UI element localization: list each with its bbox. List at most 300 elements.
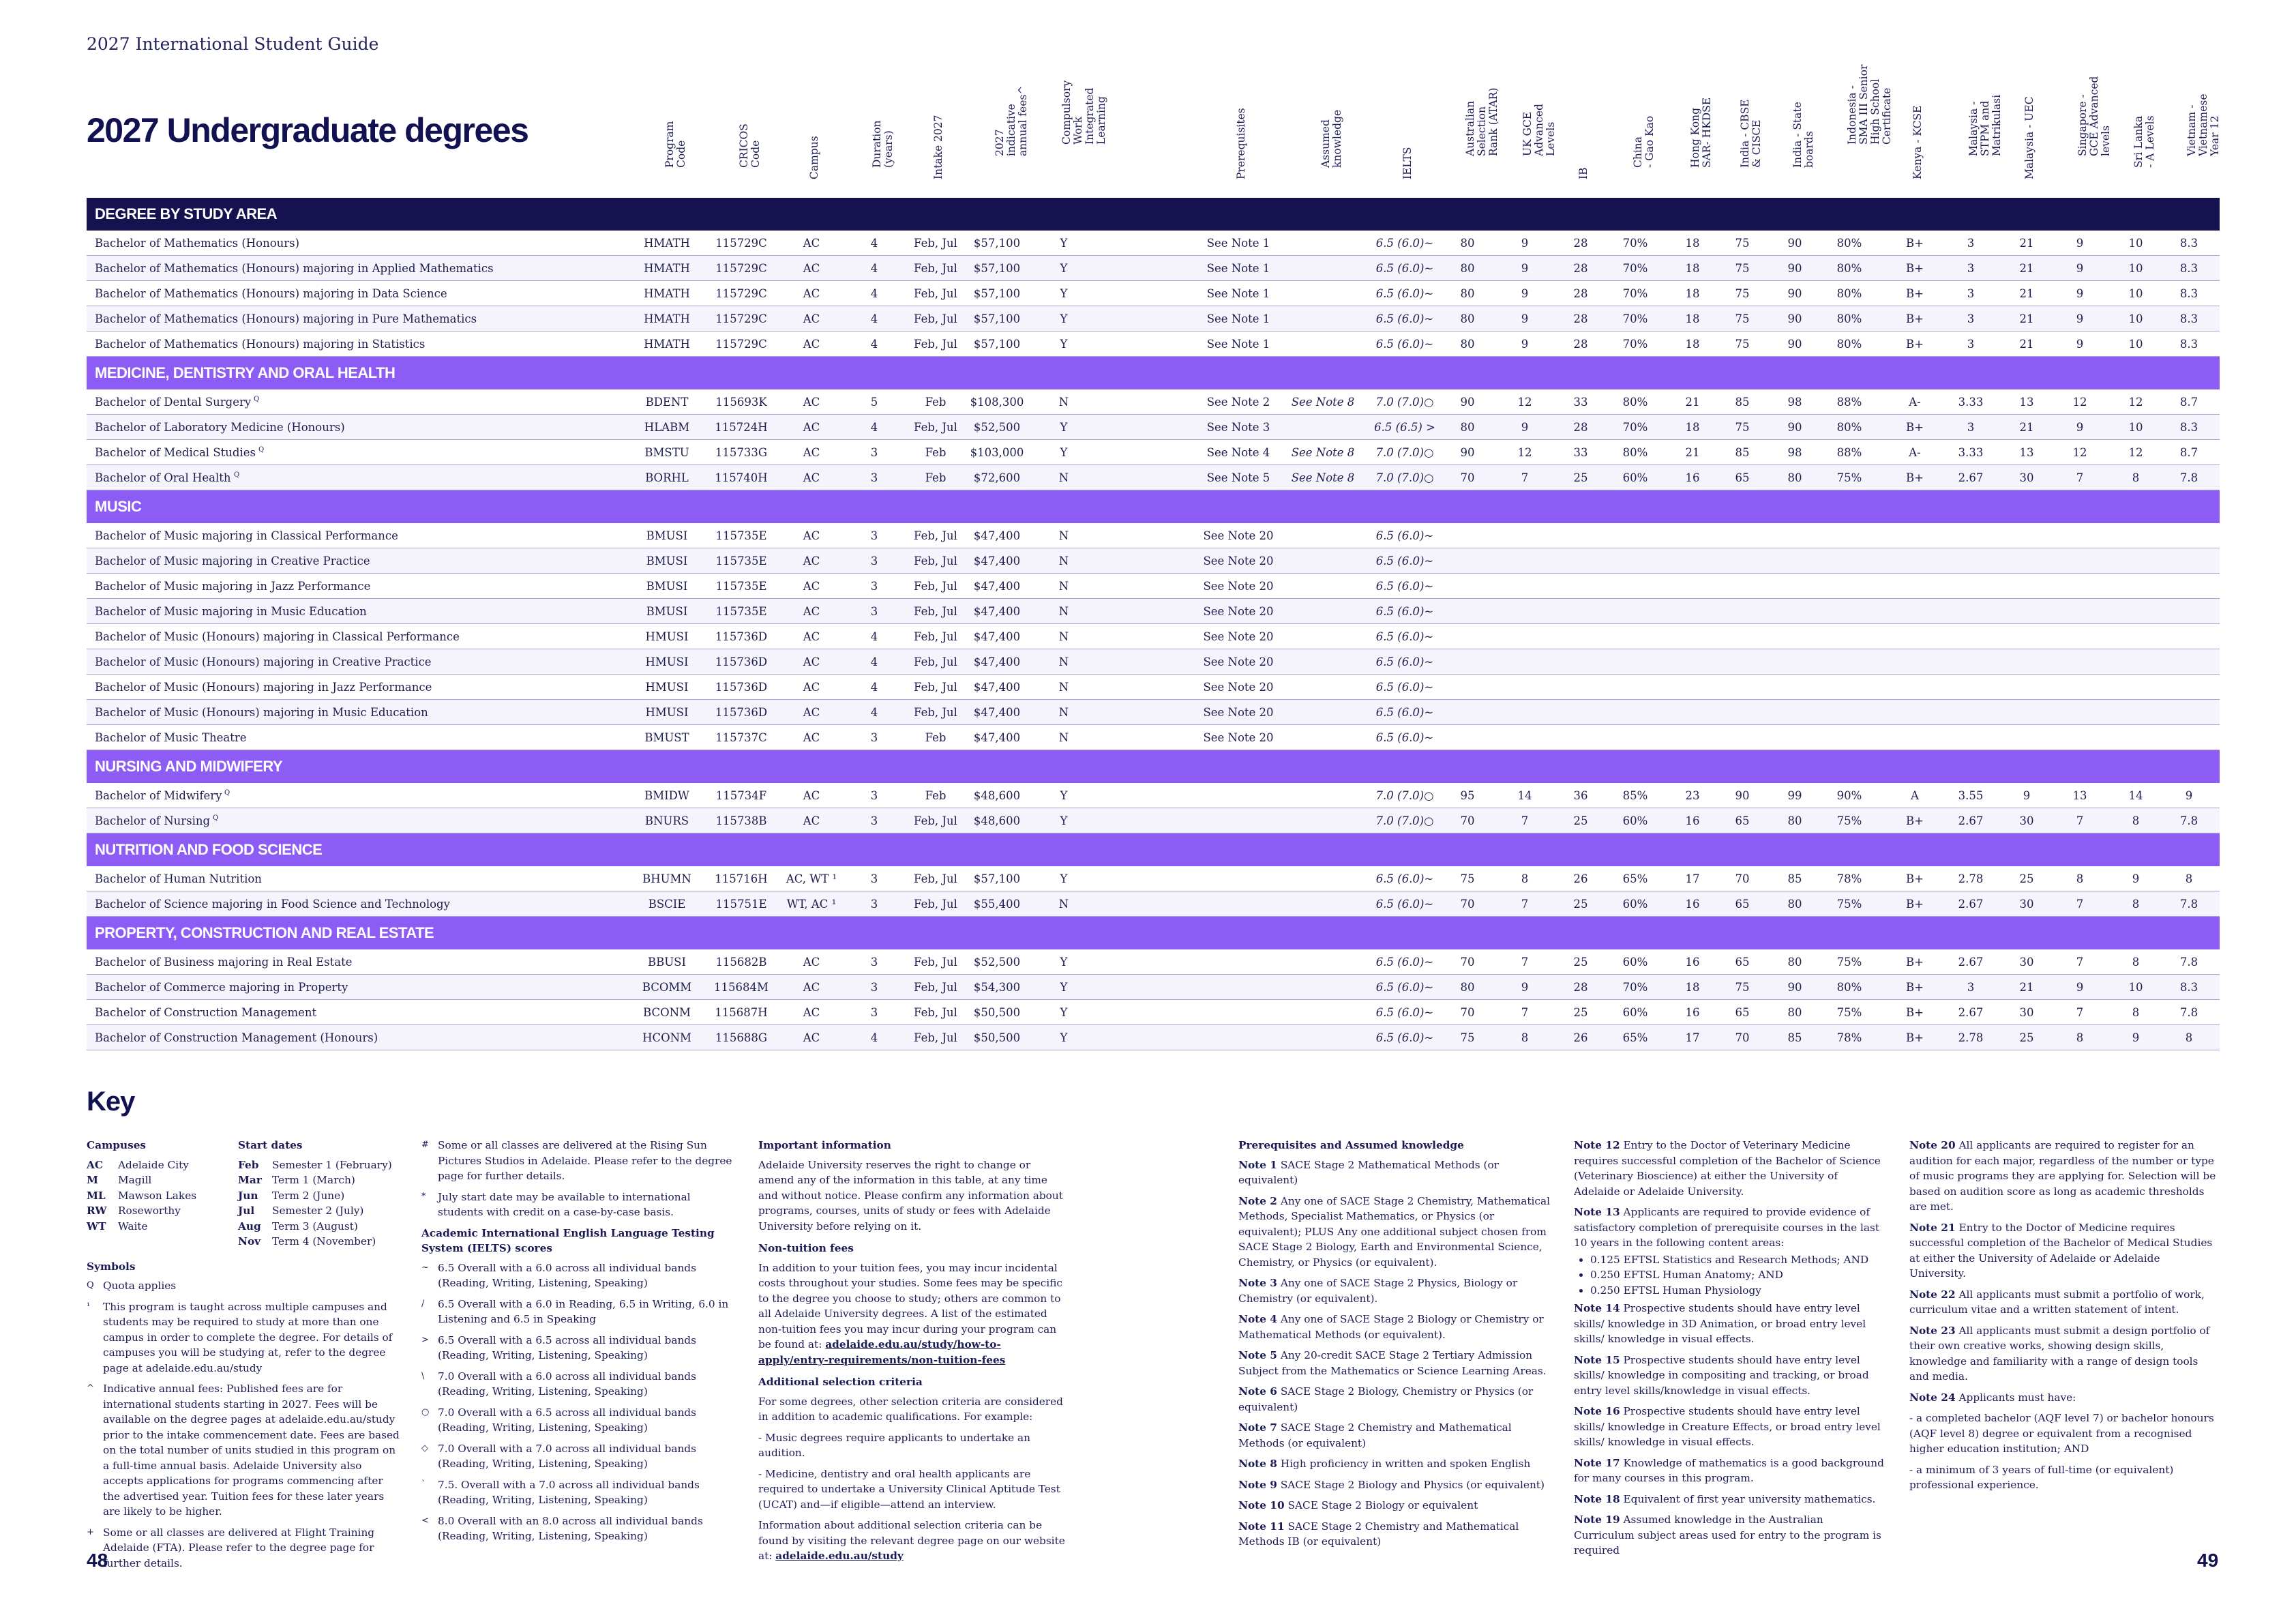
table-cell	[1282, 866, 1364, 891]
table-cell: AC	[803, 1031, 820, 1044]
table-cell: 90	[1460, 446, 1475, 459]
table-cell: N	[1058, 529, 1069, 542]
table-cell: Feb, Jul	[914, 872, 957, 885]
table-cell: 78%	[1836, 872, 1862, 885]
symbol-text: 6.5 Overall with a 6.5 across all individual bands (Reading, Writing, Listening, Speaking)	[438, 1333, 696, 1361]
column-header	[990, 82, 1029, 191]
quota-icon: Q	[258, 446, 265, 454]
symbol-text: 7.0 Overall with a 7.0 across all individual bands (Reading, Writing, Listening, Speaking)	[438, 1442, 696, 1470]
note-label: Note 5	[1238, 1349, 1277, 1361]
key-code: M	[87, 1174, 98, 1186]
table-cell: Feb, Jul	[914, 956, 957, 969]
table-cell: See Note 2	[1206, 396, 1270, 409]
degree-name: Bachelor of Music majoring in Jazz Performance	[95, 580, 371, 593]
table-cell: 3	[870, 529, 878, 542]
column-header-label: UK GCE Advanced Levels	[1521, 104, 1557, 156]
nontuition-text: In addition to your tuition fees, you may incur incidental costs throughout your studies. Some fees may be specific to the degree you choose to study; others are common to all Adelaide University degrees. A list of the estimated non-tuition fees you may incur during your program can be found at:	[758, 1261, 1062, 1350]
table-cell: HMATH	[644, 287, 690, 300]
table-cell: Feb	[925, 446, 946, 459]
table-cell: 85	[1787, 872, 1802, 885]
table-cell	[2148, 725, 2230, 750]
table-cell: See Note 1	[1206, 312, 1270, 325]
table-cell: 28	[1573, 312, 1588, 325]
table-cell: 7.0 (7.0)○	[1375, 471, 1434, 484]
table-cell: $47,400	[973, 655, 1021, 668]
column-header-label: Intake 2027	[932, 115, 944, 179]
table-cell: 18	[1685, 421, 1700, 434]
table-cell: 14	[2128, 789, 2143, 802]
degree-name: Bachelor of Laboratory Medicine (Honours)	[95, 421, 345, 434]
column-header	[1788, 82, 1815, 191]
table-cell: 4	[870, 1031, 878, 1044]
key-code: ML	[87, 1189, 106, 1202]
degree-name: Bachelor of Mathematics (Honours) majoring in Data Science	[95, 287, 447, 300]
table-cell: 7	[1521, 898, 1529, 911]
table-cell: 4	[870, 630, 878, 643]
symbol-list	[87, 1278, 400, 1571]
table-cell: 90	[1787, 262, 1802, 275]
symbol-item	[87, 1525, 400, 1571]
table-cell: 4	[870, 421, 878, 434]
key-value: Roseworthy	[118, 1205, 181, 1217]
note-label: Note 16	[1574, 1405, 1620, 1417]
symbols-title: Symbols	[87, 1260, 136, 1273]
section-header: MEDICINE, DENTISTRY AND ORAL HEALTH	[87, 357, 2220, 389]
table-cell: $47,400	[973, 580, 1021, 593]
column-header	[1574, 82, 1590, 191]
table-cell: AC	[803, 555, 820, 567]
table-cell	[1197, 866, 1279, 891]
table-cell: 30	[2019, 471, 2034, 484]
degree-name: Bachelor of Music Theatre	[95, 731, 247, 744]
table-cell: 70%	[1622, 287, 1648, 300]
quota-icon: Q	[254, 396, 260, 403]
table-cell: 17	[1685, 1031, 1700, 1044]
table-cell: See Note 20	[1203, 731, 1274, 744]
table-cell: 115682B	[715, 956, 767, 969]
note-label: Note 19	[1574, 1514, 1620, 1526]
note-text: SACE Stage 2 Biology or equivalent	[1287, 1499, 1478, 1511]
table-cell: 115729C	[715, 287, 767, 300]
table-cell: 75	[1735, 981, 1750, 994]
table-cell: Feb	[925, 471, 946, 484]
table-row	[87, 389, 2220, 415]
key-column-5	[1574, 1138, 1884, 1564]
table-cell: N	[1058, 898, 1069, 911]
table-cell: 78%	[1836, 1031, 1862, 1044]
table-cell	[2148, 624, 2230, 649]
symbol-text: Some or all classes are delivered at the Rising Sun Pictures Studios in Adelaide. Please refer to the degree page for further details.	[438, 1139, 732, 1182]
column-header-label: Malaysia - STPM and Matrikulasi	[1967, 94, 2003, 156]
table-cell: 70	[1460, 1006, 1475, 1019]
table-cell: 80	[1460, 981, 1475, 994]
table-cell: AC	[803, 396, 820, 409]
table-cell: 6.5 (6.0)~	[1375, 312, 1434, 325]
table-cell: 8.3	[2179, 237, 2198, 250]
column-header	[1057, 80, 1107, 191]
table-cell	[1282, 306, 1364, 331]
note-item	[1238, 1477, 1552, 1493]
column-header	[867, 82, 895, 191]
symbol-item	[421, 1190, 736, 1220]
table-cell: 18	[1685, 287, 1700, 300]
table-cell: 115729C	[715, 312, 767, 325]
table-cell: 115688G	[715, 1031, 768, 1044]
table-cell: 7.0 (7.0)○	[1375, 396, 1434, 409]
table-cell: See Note 1	[1206, 287, 1270, 300]
table-row	[87, 649, 2220, 675]
column-header-label: China - Gao Kao	[1632, 115, 1656, 168]
table-cell: 65	[1735, 1006, 1750, 1019]
symbol-text: 7.0 Overall with a 6.0 across all individual bands (Reading, Writing, Listening, Speaking)	[438, 1370, 696, 1398]
note-text: Prospective students should have entry level skills/ knowledge in compositing and tracking, or broad entry level skills/knowledge in visual effects.	[1574, 1353, 1869, 1397]
table-cell: Feb, Jul	[914, 287, 957, 300]
table-cell: B+	[1906, 1006, 1924, 1019]
table-cell: See Note 8	[1291, 471, 1355, 484]
key-value: Term 1 (March)	[272, 1174, 355, 1186]
table-cell: 8.3	[2179, 262, 2198, 275]
table-cell: 10	[2128, 262, 2143, 275]
table-cell: 2.67	[1958, 814, 1984, 827]
note-label: Note 23	[1909, 1324, 1956, 1337]
table-cell: 115735E	[715, 580, 767, 593]
table-cell: 13	[2072, 789, 2087, 802]
table-cell: 21	[2019, 237, 2034, 250]
key-column-3	[758, 1138, 1069, 1569]
key-code: Mar	[238, 1174, 262, 1186]
table-cell: 90	[1735, 789, 1750, 802]
table-cell: AC	[803, 731, 820, 744]
table-cell: 9	[1521, 338, 1529, 351]
table-cell: 75	[1460, 872, 1475, 885]
note-text: All applicants are required to register for an audition for each major, regardless of the number or type of music programs they are applying for. Selection will be based on audition score as long as academic thresholds are met.	[1909, 1139, 2216, 1213]
table-cell: 70	[1460, 898, 1475, 911]
table-cell: See Note 20	[1203, 529, 1274, 542]
table-cell: $47,400	[973, 681, 1021, 694]
table-cell: 3	[1967, 338, 1975, 351]
table-cell: 70	[1460, 814, 1475, 827]
table-cell: 80	[1460, 287, 1475, 300]
table-cell: A	[1911, 789, 1919, 802]
table-cell: Y	[1060, 287, 1068, 300]
table-cell: 80%	[1622, 396, 1648, 409]
nontuition-link[interactable]: adelaide.edu.au/study/how-to-apply/entry-requirements/non-tuition-fees	[758, 1338, 1006, 1366]
note-text: High proficiency in written and spoken English	[1280, 1458, 1531, 1470]
table-cell: AC	[803, 287, 820, 300]
note-item	[1574, 1492, 1884, 1507]
table-cell: BCOMM	[642, 981, 692, 994]
column-header	[2020, 82, 2036, 191]
table-cell: $54,300	[973, 981, 1021, 994]
column-header	[1908, 82, 1922, 191]
note-text: All applicants must submit a portfolio of work, curriculum vitae and a written statement of intent.	[1909, 1288, 2205, 1316]
table-cell	[1282, 574, 1364, 599]
table-cell: 9	[2185, 789, 2193, 802]
table-cell: BMUSI	[646, 529, 688, 542]
table-cell: AC	[803, 981, 820, 994]
table-cell: 10	[2128, 981, 2143, 994]
table-cell: 2.78	[1958, 872, 1984, 885]
table-cell: 75%	[1836, 1006, 1862, 1019]
table-cell: 7.8	[2179, 471, 2198, 484]
symbol-item	[421, 1405, 736, 1436]
table-cell: 115735E	[715, 529, 767, 542]
table-cell: 12	[1517, 446, 1532, 459]
table-row	[87, 783, 2220, 808]
section-header: NURSING AND MIDWIFERY	[87, 750, 2220, 783]
table-cell: 3	[870, 446, 878, 459]
table-cell: Feb, Jul	[914, 898, 957, 911]
table-cell: 9	[2076, 237, 2084, 250]
table-cell: 2.67	[1958, 471, 1984, 484]
table-cell: BHUMN	[642, 872, 691, 885]
table-cell: 10	[2128, 287, 2143, 300]
table-cell: $55,400	[973, 898, 1021, 911]
table-cell: 16	[1685, 898, 1700, 911]
table-cell: 60%	[1622, 956, 1648, 969]
table-cell: 8	[2132, 898, 2140, 911]
table-cell: Y	[1060, 312, 1068, 325]
column-header	[805, 82, 818, 191]
table-cell: 6.5 (6.0)~	[1375, 681, 1434, 694]
table-cell: 26	[1573, 1031, 1588, 1044]
table-cell: 65	[1735, 956, 1750, 969]
table-cell: BMUSI	[646, 605, 688, 618]
table-cell: $48,600	[973, 789, 1021, 802]
table-row	[87, 1000, 2220, 1025]
note13-label: Note 13	[1574, 1206, 1620, 1218]
table-cell: 115687H	[715, 1006, 768, 1019]
table-cell: 3	[870, 789, 878, 802]
table-cell: 3	[870, 981, 878, 994]
table-row	[87, 465, 2220, 490]
table-cell: 30	[2019, 1006, 2034, 1019]
note-item	[1238, 1384, 1552, 1415]
table-cell: 3	[870, 872, 878, 885]
table-cell: 85	[1735, 446, 1750, 459]
table-cell: 6.5 (6.0)~	[1375, 605, 1434, 618]
table-cell: $57,100	[973, 287, 1021, 300]
table-cell: 90	[1787, 287, 1802, 300]
table-cell: 80%	[1622, 446, 1648, 459]
table-cell: 8	[2132, 814, 2140, 827]
table-cell: Feb, Jul	[914, 580, 957, 593]
table-cell: See Note 4	[1206, 446, 1270, 459]
table-cell: 75%	[1836, 471, 1862, 484]
table-cell: 70	[1735, 1031, 1750, 1044]
degree-name: Bachelor of Music majoring in Creative Practice	[95, 555, 370, 567]
table-cell: 99	[1787, 789, 1802, 802]
table-row	[87, 281, 2220, 306]
table-cell	[1282, 808, 1364, 833]
key-value: Term 3 (August)	[272, 1220, 358, 1232]
note-item	[1574, 1512, 1884, 1559]
table-cell: 9	[2076, 287, 2084, 300]
table-cell: 85%	[1622, 789, 1648, 802]
table-cell	[1282, 548, 1364, 574]
table-cell: N	[1058, 396, 1069, 409]
table-cell: 115729C	[715, 262, 767, 275]
section-header: DEGREE BY STUDY AREA	[87, 198, 2220, 231]
note12-label: Note 12	[1574, 1139, 1620, 1151]
additional-link[interactable]: adelaide.edu.au/study	[775, 1550, 904, 1562]
note-text: SACE Stage 2 Biology and Physics (or equivalent)	[1280, 1478, 1545, 1491]
table-cell: 65%	[1622, 872, 1648, 885]
table-cell: HMATH	[644, 312, 690, 325]
symbol-glyph: \	[421, 1370, 425, 1381]
note-text: SACE Stage 2 Mathematical Methods (or equivalent)	[1238, 1158, 1499, 1186]
table-cell: 16	[1685, 471, 1700, 484]
table-cell: BMUST	[644, 731, 689, 744]
table-cell: 21	[1685, 396, 1700, 409]
ielts-list	[421, 1260, 736, 1544]
table-cell: See Note 20	[1203, 706, 1274, 719]
table-cell: 21	[1685, 446, 1700, 459]
key-value: Term 2 (June)	[272, 1189, 345, 1202]
note-item	[1574, 1404, 1884, 1450]
table-cell: 7	[1521, 1006, 1529, 1019]
table-cell: 8.3	[2179, 338, 2198, 351]
table-cell	[2148, 675, 2230, 700]
column-header-label: Duration (years)	[871, 120, 895, 168]
note24-item: - a minimum of 3 years of full-time (or equivalent) professional experience.	[1909, 1463, 2174, 1491]
note-label: Note 17	[1574, 1456, 1620, 1469]
table-cell: B+	[1906, 338, 1924, 351]
table-cell: 9	[2076, 262, 2084, 275]
table-cell: 3	[870, 731, 878, 744]
table-cell: 8.3	[2179, 421, 2198, 434]
symbol-text: 8.0 Overall with an 8.0 across all individual bands (Reading, Writing, Listening, Speaking)	[438, 1514, 703, 1542]
table-cell: 70%	[1622, 421, 1648, 434]
table-cell: 65	[1735, 814, 1750, 827]
table-cell: HMATH	[644, 338, 690, 351]
degree-name: Bachelor of Human Nutrition	[95, 872, 262, 885]
note-text: All applicants must submit a design portfolio of their own creative works, showing design skills, knowledge and familiarity with a range of design tools and media.	[1909, 1324, 2210, 1383]
table-row	[87, 700, 2220, 725]
table-cell: Y	[1060, 872, 1068, 885]
symbol-item	[421, 1441, 736, 1472]
note-label: Note 8	[1238, 1458, 1277, 1470]
important-text: Adelaide University reserves the right to change or amend any of the information in this table, at any time and without notice. Please confirm any information about programs, courses, units of study or fees with Adelaide University before relying on it.	[758, 1158, 1063, 1232]
table-cell: 21	[2019, 981, 2034, 994]
table-cell: 13	[2019, 446, 2034, 459]
table-cell: 8	[2076, 872, 2084, 885]
table-cell: 80	[1460, 262, 1475, 275]
table-cell: 90	[1787, 338, 1802, 351]
note-item	[1909, 1323, 2220, 1385]
table-cell: 30	[2019, 814, 2034, 827]
note-item	[1238, 1194, 1552, 1271]
table-cell: AC	[803, 1006, 820, 1019]
table-cell: 17	[1685, 872, 1700, 885]
table-cell: 80%	[1836, 338, 1862, 351]
table-cell: B+	[1906, 237, 1924, 250]
note24-list	[1909, 1411, 2220, 1493]
table-cell: 7.0 (7.0)○	[1375, 446, 1434, 459]
degree-name: Bachelor of Nursing	[95, 814, 211, 827]
table-cell: 6.5 (6.0)~	[1375, 981, 1434, 994]
table-cell: 18	[1685, 312, 1700, 325]
table-cell: 4	[870, 706, 878, 719]
table-cell: 8	[1521, 1031, 1529, 1044]
table-cell: 115740H	[715, 471, 768, 484]
key-column-1	[87, 1138, 400, 1576]
table-cell: 30	[2019, 898, 2034, 911]
table-cell	[2148, 548, 2230, 574]
table-cell: 3.33	[1958, 396, 1984, 409]
table-cell: 3	[870, 898, 878, 911]
table-cell: $48,600	[973, 814, 1021, 827]
table-cell: See Note 1	[1206, 237, 1270, 250]
table-cell: N	[1058, 731, 1069, 744]
table-cell: Feb, Jul	[914, 981, 957, 994]
table-cell: 70	[1460, 471, 1475, 484]
note-item	[1574, 1456, 1884, 1486]
table-cell: $47,400	[973, 555, 1021, 567]
table-cell: A-	[1909, 446, 1921, 459]
degree-name: Bachelor of Commerce majoring in Property	[95, 981, 348, 994]
table-cell	[1282, 1025, 1364, 1050]
note-text: SACE Stage 2 Biology, Chemistry or Physics (or equivalent)	[1238, 1385, 1534, 1413]
table-cell: 4	[870, 287, 878, 300]
table-row	[87, 231, 2220, 256]
table-cell: 75	[1735, 338, 1750, 351]
table-cell: 70%	[1622, 981, 1648, 994]
note-text: Entry to the Doctor of Medicine requires successful completion of the Bachelor of Medical Studies at either the University of Adelaide or Adelaide University.	[1909, 1221, 2213, 1280]
table-cell: AC	[803, 312, 820, 325]
table-cell: Feb, Jul	[914, 312, 957, 325]
table-cell: $52,500	[973, 421, 1021, 434]
table-cell: See Note 8	[1291, 396, 1355, 409]
table-cell	[1197, 783, 1279, 808]
start-date-list	[238, 1157, 392, 1250]
table-cell: See Note 1	[1206, 262, 1270, 275]
table-cell: 3	[1967, 981, 1975, 994]
table-cell: B+	[1906, 287, 1924, 300]
table-cell: 115716H	[715, 872, 768, 885]
table-cell: 16	[1685, 814, 1700, 827]
table-cell	[1282, 256, 1364, 281]
table-cell: 90%	[1836, 789, 1862, 802]
table-cell: 7	[2076, 471, 2084, 484]
table-cell: 6.5 (6.0)~	[1375, 956, 1434, 969]
table-cell: Y	[1060, 338, 1068, 351]
column-header-label: IB	[1577, 167, 1590, 179]
degree-name: Bachelor of Music (Honours) majoring in Jazz Performance	[95, 681, 432, 694]
table-cell: 10	[2128, 338, 2143, 351]
table-cell: $50,500	[973, 1006, 1021, 1019]
table-cell: $57,100	[973, 312, 1021, 325]
table-cell: 21	[2019, 287, 2034, 300]
section-rows	[87, 783, 2220, 833]
note-label: Note 24	[1909, 1391, 1956, 1404]
table-cell: 4	[870, 237, 878, 250]
notes-list-3	[1909, 1138, 2220, 1405]
table-cell	[1282, 415, 1364, 440]
note-label: Note 22	[1909, 1288, 1956, 1301]
table-cell: BORHL	[645, 471, 689, 484]
table-cell: 8	[2185, 1031, 2193, 1044]
key-column-6	[1909, 1138, 2220, 1498]
degree-name: Bachelor of Mathematics (Honours)	[95, 237, 300, 250]
table-cell: 8	[2132, 956, 2140, 969]
table-cell: B+	[1906, 471, 1924, 484]
table-row	[87, 891, 2220, 917]
key-column-2	[421, 1138, 736, 1550]
table-cell: 6.5 (6.0)~	[1375, 529, 1434, 542]
column-header-label: Australian Selection Rank (ATAR)	[1464, 87, 1500, 156]
table-cell: See Note 5	[1206, 471, 1270, 484]
